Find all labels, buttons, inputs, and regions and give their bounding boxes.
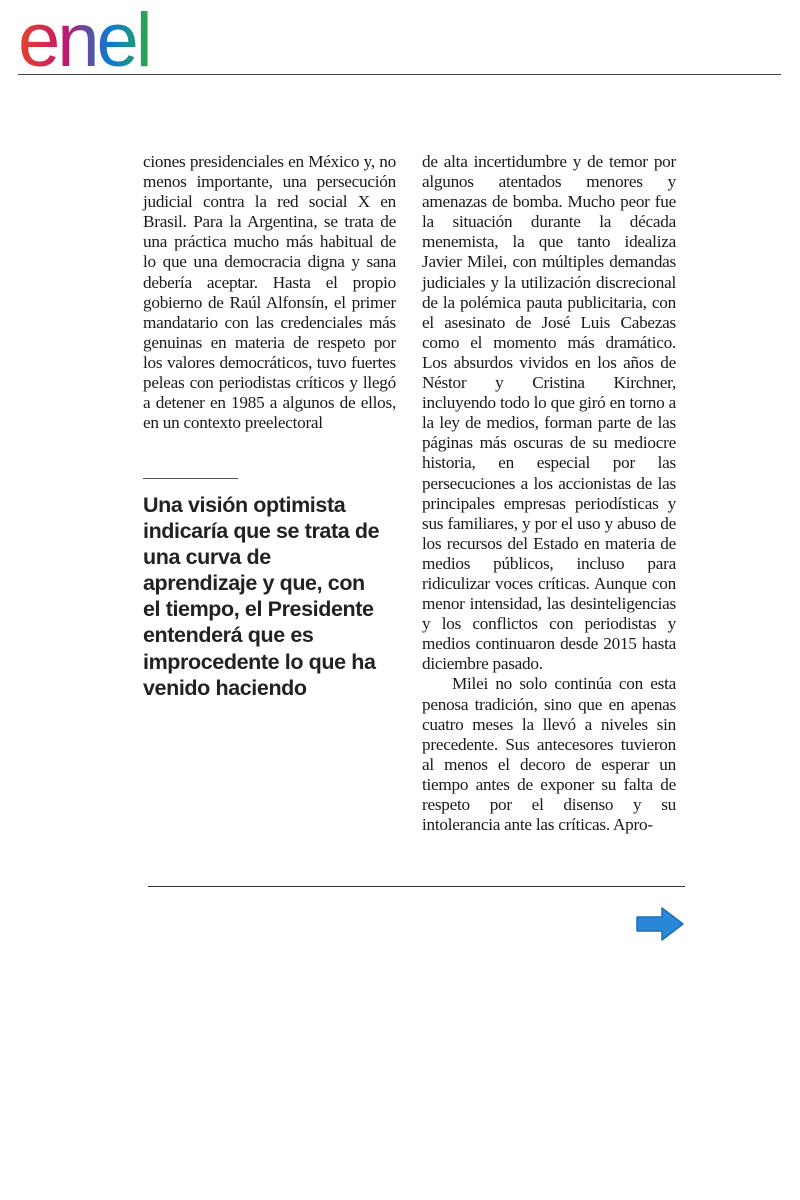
enel-logo — [18, 6, 193, 72]
article-column-right — [422, 152, 676, 835]
right-paragraph-2: Milei no solo continúa con esta penosa tradición, sino que en apenas cuatro meses la llevó a niveles sin precedente. Sus antecesores tuvieron al menos el decoro de esperar un tiempo antes de exponer su falta de respeto por el disenso y su intolerancia ante las críticas. Apro- — [422, 674, 676, 835]
left-paragraph: ciones presidenciales en México y, no menos importante, una persecución judicial contra la red social X en Brasil. Para la Argentina, se trata de una práctica mucho más habitual de lo que una democracia digna y sana debería aceptar. Hasta el propio gobierno de Raúl Alfonsín, el primer mandatario con las credenciales más genuinas en materia de respeto por los valores democráticos, tuvo fuertes peleas con periodistas críticos y llegó a detener en 1985 a algunos de ellos, en un contexto preelectoral — [143, 152, 396, 433]
header-divider — [18, 74, 781, 75]
arrow-right-icon[interactable] — [635, 906, 685, 942]
right-paragraph-1: de alta incertidumbre y de temor por algunos atentados menores y amenazas de bomba. Mucho peor fue la situación durante la década menemista, la que tanto idealiza Javier Milei, con múltiples demandas judiciales y la utilización discrecional de la polémica pauta publicitaria, con el asesinato de José Luis Cabezas como el momento más dramático. Los absurdos vividos en los años de Néstor y Cristina Kirchner, incluyendo todo lo que giró en torno a la ley de medios, forman parte de las páginas más oscuras de su mediocre historia, en especial por las persecuciones a los accionistas de las principales empresas periodísticas y sus familiares, y por el uso y abuso de los recursos del Estado en materia de medios públicos, incluso para ridiculizar voces críticas. Aunque con menor intensidad, las desinteligencias y los conflictos con periodistas y medios continuaron desde 2015 hasta diciembre pasado. — [422, 152, 676, 674]
pull-quote-divider — [143, 478, 238, 479]
pull-quote: Una visión optimista indicaría que se trata de una curva de aprendizaje y que, con el tiempo, el Presidente entenderá que es improcedente lo que ha venido haciendo — [143, 493, 380, 700]
article-column-left — [143, 152, 396, 433]
logo-text: enel — [18, 6, 150, 72]
footer-divider — [148, 886, 685, 887]
